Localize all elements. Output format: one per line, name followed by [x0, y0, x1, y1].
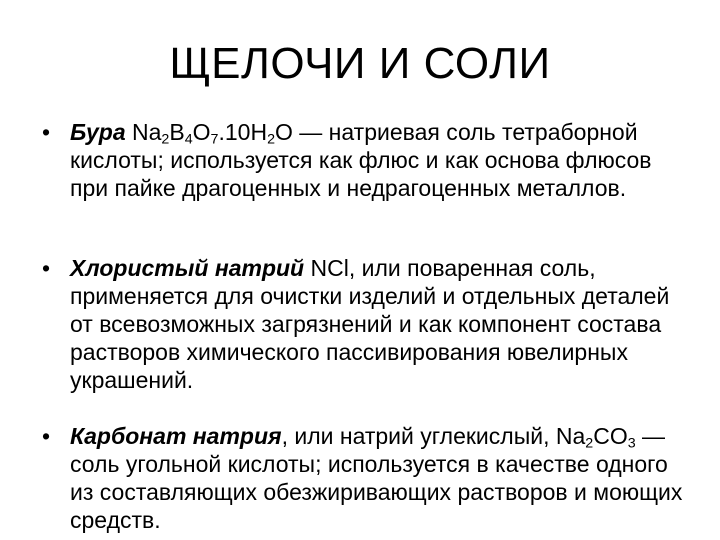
bullet-icon: •: [42, 423, 51, 449]
bullet-icon: •: [42, 119, 51, 145]
description-borax: — натриевая соль тетраборной кислоты; используется как флюс и как основа флюсов при пайке драгоценных и недрагоценных металлов.: [70, 119, 652, 201]
term-sodium-carbonate: Карбонат натрия: [70, 423, 282, 449]
bullet-item-borax: [42, 118, 692, 202]
formula-sodium-carbonate: $Na_2CO_3$: [555, 423, 636, 452]
term-borax: Бура: [70, 119, 126, 145]
description-sodium-chloride: , или поваренная соль, применяется для очистки изделий и отдельных деталей от всевозможных загрязнений и как компонент состава растворов химического пассивирования ювелирных украшений.: [70, 255, 670, 393]
description-sodium-carbonate-intro: , или натрий углекислый,: [281, 423, 556, 449]
bullet-icon: •: [42, 255, 51, 281]
bullet-item-sodium-carbonate: [42, 422, 692, 534]
formula-borax: $Na_2B_4O_7.10H_2O$: [132, 119, 293, 148]
description-sodium-carbonate: — соль угольной кислоты; используется в качестве одного из составляющих обезжиривающих растворов и моющих средств.: [70, 423, 683, 533]
bullet-item-sodium-chloride: [42, 254, 692, 394]
term-sodium-chloride: Хлористый натрий: [70, 255, 305, 281]
slide-title: ЩЕЛОЧИ И СОЛИ: [169, 39, 551, 88]
formula-sodium-chloride: NCl: [310, 255, 349, 281]
